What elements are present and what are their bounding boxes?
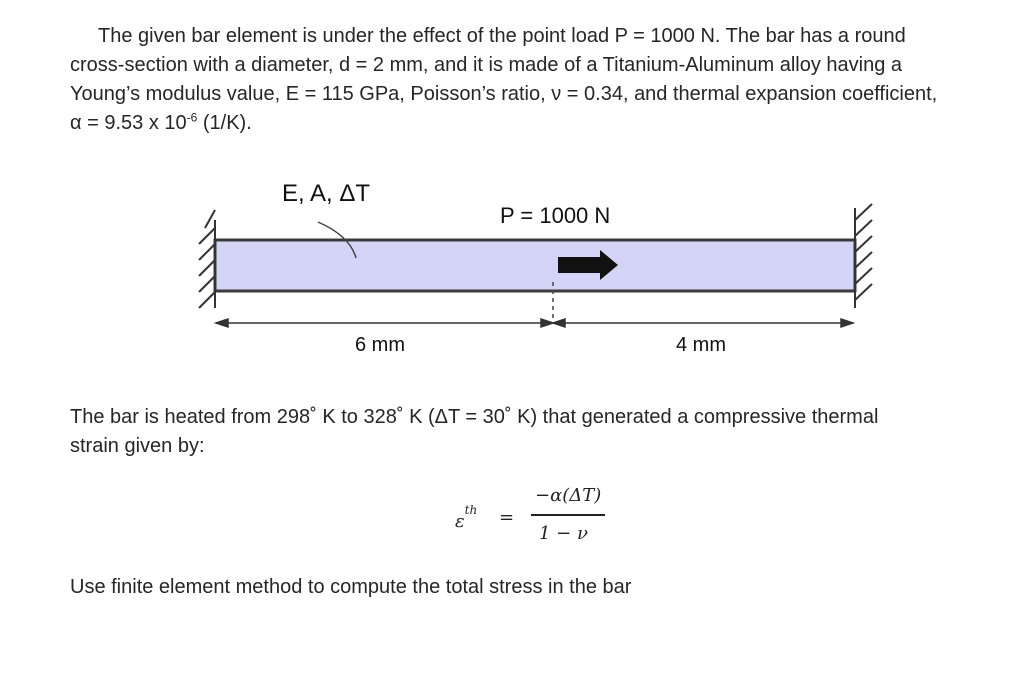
equation-denominator: 1 − ν — [539, 523, 588, 544]
epsilon-superscript: th — [464, 503, 478, 517]
heating-line-1: The bar is heated from 298˚ K to 328˚ K (ΔT = 30˚ K) that generated a compressive thermal — [70, 406, 879, 428]
bar-element — [215, 240, 855, 291]
left-wall-support — [199, 210, 215, 308]
intro-line-2: cross-section with a diameter, d = 2 mm, and it is made of a Titanium-Aluminum alloy having a — [70, 54, 903, 76]
right-wall-support — [855, 204, 872, 308]
right-length-label: 4 mm — [676, 334, 726, 356]
intro-line-3: Young’s modulus value, E = 115 GPa, Poisson’s ratio, ν = 0.34, and thermal expansion coefficient, — [70, 83, 938, 105]
equation-lhs — [455, 503, 478, 532]
dimension-line — [216, 319, 853, 327]
heating-description — [70, 403, 970, 461]
fraction-bar — [531, 514, 605, 516]
bar-properties-label: E, A, ΔT — [282, 180, 371, 207]
equals-sign: = — [499, 507, 515, 528]
heating-line-2: strain given by: — [70, 435, 205, 457]
task-statement: Use finite element method to compute the total stress in the bar — [70, 576, 632, 598]
point-load-label: P = 1000 N — [500, 203, 611, 228]
equation-numerator: −α(ΔT) — [535, 485, 602, 506]
alpha-exponent: -6 — [186, 110, 198, 125]
alpha-suffix: (1/K). — [197, 112, 252, 134]
alpha-prefix: α = 9.53 x 10 — [70, 112, 187, 134]
intro-line-1: The given bar element is under the effect of the point load P = 1000 N. The bar has a round — [98, 25, 906, 47]
epsilon-symbol: ε — [455, 511, 465, 532]
left-length-label: 6 mm — [355, 334, 405, 356]
